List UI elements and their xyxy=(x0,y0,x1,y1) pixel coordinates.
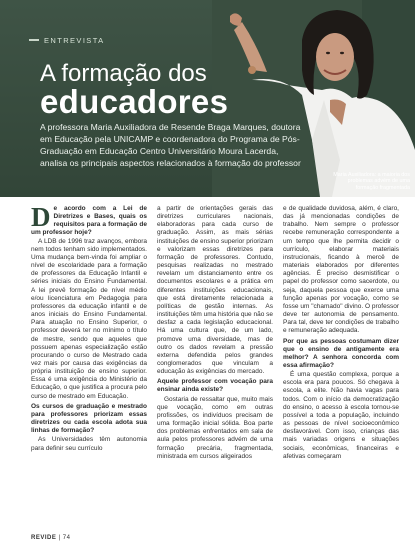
article-title-line2: educadores xyxy=(40,83,229,120)
page-footer xyxy=(31,535,70,541)
answer-paragraph: e de qualidade duvidosa, além, é claro, das já mencionadas condições de trabalho. Nem sempre o professor recebe remuneração correspondente a um tempo que lhe permita decidir o currículo, elaborar materiais instrucionais, ficando à mercê de materiais elaborados por diferentes agências. É preciso desmistificar o papel do professor como sacerdote, ou seja, daquela pessoa que exerce uma função apenas por vocação, como se fosse um "chamado" divino. O professor deve ter autonomia de pensamento. Para tal, deve ter condições de trabalho e remuneração adequada. xyxy=(283,205,399,335)
article-title-line1: A formação dos xyxy=(40,60,207,87)
lead-question: e acordo com a Lei de Diretrizes e Bases, quais os requisitos para a formação de um professor hoje? xyxy=(31,205,147,237)
column-3 xyxy=(283,205,399,461)
footer-separator: | xyxy=(58,535,61,541)
answer-paragraph: É uma questão complexa, porque a escola era para poucos. Só chegava à escola, a elite. Não havia vagas para todos. Com o início da democratização do ensino, o acesso à escola tornou-se possível a toda a população, incluindo as pessoas de nível socioeconômico desfavorável. Com isso, crianças das mais variadas origens e situações sociais, econômicas, financeiras e afetivas começaram xyxy=(283,371,399,460)
answer-paragraph: a partir de orientações gerais das diretrizes curriculares nacionais, elaboradoras para cada curso de graduação. Assim, as mais sérias instituições de ensino superior priorizam e valorizam essas diretrizes para formação de professores. Contudo, pesquisas realizadas no mestrado revelam um distanciamento entre os documentos escolares e a prática em diferentes instituições educacionais, que está diretamente relacionada a políticas de gestão internas. As instituições têm uma história que não se desfaz a cada legislação educacional. Há uma cultura que, de um lado, promove uma diversidade, mas de outro os dados revelam a pressão externa defendida pelos grandes conglomerados que vinculam a educação às exigências do mercado. xyxy=(157,205,273,376)
publication-name: REVIDE xyxy=(31,535,57,541)
column-1 xyxy=(31,202,147,453)
article-subtitle: A professora Maria Auxiliadora de Resende Braga Marques, doutora em Educação pela UNICAMP e coordenadora do Programa de Pós-Graduação em Educação Centro Universitário Moura Lacerda, analisa os principais aspectos relacionados à formação do professor xyxy=(40,122,301,168)
question-heading: Os cursos de graduação e mestrado para professores priorizam essas diretrizes ou cada escola adota sua linhas de formação? xyxy=(31,402,147,435)
section-label: ENTREVISTA xyxy=(44,36,105,45)
question-heading: Por que as pessoas costumam dizer que o ensino de antigamente era melhor? A senhora concorda com essa afirmação? xyxy=(283,337,399,369)
answer-paragraph: Gostaria de ressaltar que, muito mais que vocação, como em outras profissões, os indivíduos precisam de uma formação inicial sólida. Boa parte dos problemas enfrentados em sala de aula pelos professores advém de uma formação precária, fragmentada, ministrada em cursos aligeirados xyxy=(157,395,273,460)
section-rule xyxy=(29,39,39,41)
column-2 xyxy=(157,205,273,461)
photo-caption: Maria Auxiliadora: a maioria dos problemas advém de uma formação fragmentada xyxy=(333,172,410,191)
hero-banner xyxy=(0,0,415,197)
answer-paragraph: As Universidades têm autonomia para definir seu currículo xyxy=(31,436,147,452)
opening-question xyxy=(31,202,147,238)
question-heading: Aquele professor com vocação para ensinar ainda existe? xyxy=(157,378,273,394)
answer-paragraph: A LDB de 1996 traz avanços, embora nem todos tenham sido implementados. Uma mudança bem-vinda foi ampliar o nível de escolaridade para a formação de professores da Educação Infantil e séries iniciais do Ensino Fundamental. A lei prevê formação de nível médio e/ou licenciatura em Pedagogia para professores da educação infantil e de anos iniciais do Ensino Fundamental. Para atuação no Ensino Superior, o professor deverá ter no mínimo o título de mestre, sendo que aqueles que possuem apenas especialização estão procurando o curso de Mestrado cada vez mais por causa das exigências da própria instituição de ensino superior. Essa é uma exigência do Ministério da Educação, o que justifica a procura pelo curso de mestrado em Educação. xyxy=(31,237,147,400)
page-number: 74 xyxy=(62,535,71,541)
drop-cap: D xyxy=(31,202,51,232)
